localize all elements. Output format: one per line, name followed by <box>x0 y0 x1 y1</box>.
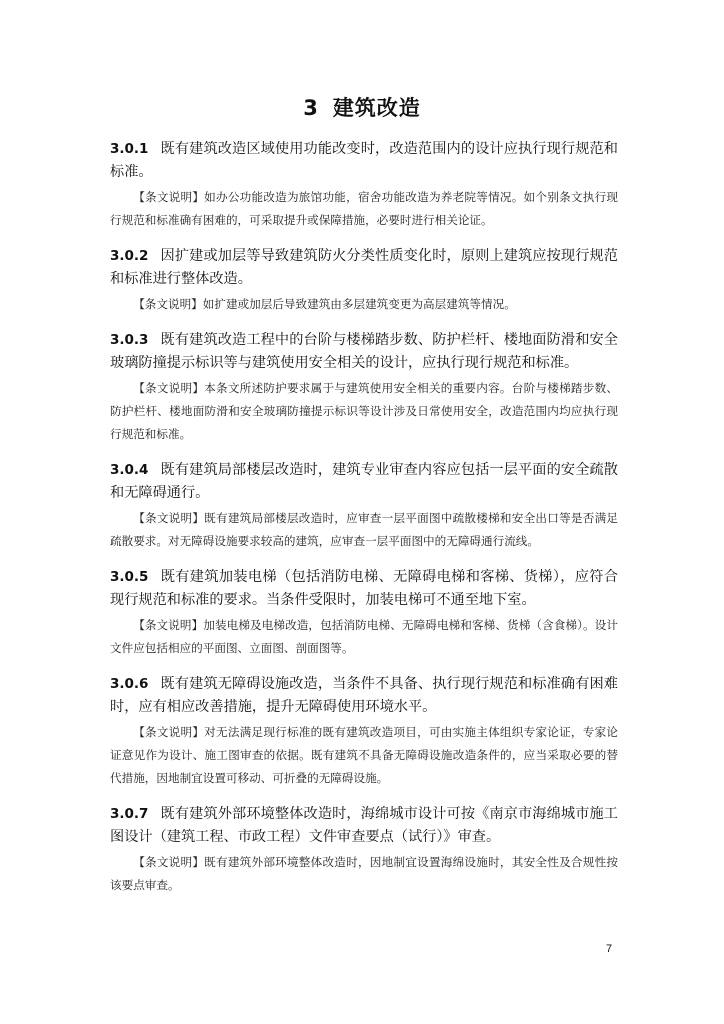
clause-note: 【条文说明】如扩建或加层后导致建筑由多层建筑变更为高层建筑等情况。 <box>133 297 516 311</box>
clause-note: 【条文说明】如办公功能改造为旅馆功能，宿舍功能改造为养老院等情况。如个别条文执行现行规范和标准确有困难的，可采取提升或保障措施，必要时进行相关论证。 <box>110 190 618 227</box>
clause <box>110 329 618 375</box>
clause-note: 【条文说明】既有建筑局部楼层改造时，应审查一层平面图中疏散楼梯和安全出口等是否满足疏散要求。对无障碍设施要求较高的建筑，应审查一层平面图中的无障碍通行流线。 <box>110 511 618 548</box>
clause-note: 【条文说明】本条文所述防护要求属于与建筑使用安全相关的重要内容。台阶与楼梯踏步数、防护栏杆、楼地面防滑和安全玻璃防撞提示标识等设计涉及日常使用安全，改造范围内均应执行现行规范和标准。 <box>110 381 618 441</box>
clause-number: 3.0.1 <box>110 141 149 157</box>
clause <box>110 245 618 291</box>
clause <box>110 138 618 184</box>
clause-text: 既有建筑改造区域使用功能改变时，改造范围内的设计应执行现行规范和标准。 <box>110 141 618 180</box>
clause <box>110 803 618 849</box>
clause-number: 3.0.2 <box>110 248 149 264</box>
clause-text: 既有建筑改造工程中的台阶与楼梯踏步数、防护栏杆、楼地面防滑和安全玻璃防撞提示标识等与建筑使用安全相关的设计，应执行现行规范和标准。 <box>110 332 618 371</box>
clause-note: 【条文说明】对无法满足现行标准的既有建筑改造项目，可由实施主体组织专家论证，专家论证意见作为设计、施工图审查的依据。既有建筑不具备无障碍设施改造条件的，应当采取必要的替代措施，因地制宜设置可移动、可折叠的无障碍设施。 <box>110 725 618 785</box>
clause-text: 既有建筑加装电梯（包括消防电梯、无障碍电梯和客梯、货梯），应符合现行规范和标准的要求。当条件受限时，加装电梯可不通至地下室。 <box>110 569 618 608</box>
clause-text: 既有建筑无障碍设施改造，当条件不具备、执行现行规范和标准确有困难时，应有相应改善措施，提升无障碍使用环境水平。 <box>110 676 618 715</box>
chapter-heading <box>0 92 724 122</box>
clause-list <box>110 138 618 897</box>
clause-note: 【条文说明】既有建筑外部环境整体改造时，因地制宜设置海绵设施时，其安全性及合规性按该要点审查。 <box>110 855 618 892</box>
clause <box>110 566 618 612</box>
clause-number: 3.0.5 <box>110 569 149 585</box>
clause-number: 3.0.3 <box>110 332 149 348</box>
clause <box>110 673 618 719</box>
clause-text: 因扩建或加层等导致建筑防火分类性质变化时，原则上建筑应按现行规范和标准进行整体改造。 <box>110 248 618 287</box>
clause-text: 既有建筑局部楼层改造时，建筑专业审查内容应包括一层平面的安全疏散和无障碍通行。 <box>110 462 618 501</box>
clause-text: 既有建筑外部环境整体改造时，海绵城市设计可按《南京市海绵城市施工图设计（建筑工程、市政工程）文件审查要点（试行）》审查。 <box>110 806 618 845</box>
chapter-number: 3 <box>303 96 319 120</box>
clause-number: 3.0.6 <box>110 676 149 692</box>
clause-note: 【条文说明】加装电梯及电梯改造，包括消防电梯、无障碍电梯和客梯、货梯（含食梯）。设计文件应包括相应的平面图、立面图、剖面图等。 <box>110 618 618 655</box>
clause-number: 3.0.4 <box>110 462 149 478</box>
clause-number: 3.0.7 <box>110 806 149 822</box>
clause <box>110 459 618 505</box>
page-number: 7 <box>606 943 613 955</box>
chapter-title: 建筑改造 <box>332 96 421 120</box>
